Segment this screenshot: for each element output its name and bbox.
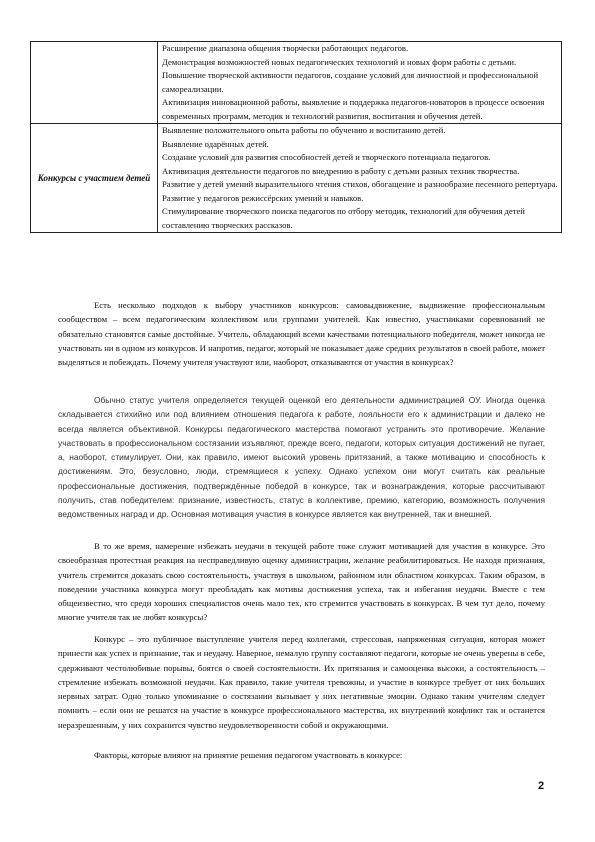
goal-item: Расширение диапазона общения творчески работающих педагогов. [162,43,409,53]
goal-item: Повышение творческой активности педагогов, создание условий для личностной и профессиональной самореализации. [162,70,539,94]
goal-item: Выявление положительного опыта работы по обучению и воспитанию детей. [162,125,446,135]
paragraph-text: Конкурс – это публичное выступление учителя перед коллегами, стрессовая, напряженная ситуация, которая может принести как успех и признание, так и неудачу. Наверное, немалую группу составляют педагоги, которые не очень уверены в себе, сдерживают честолюбивые порывы, боятся о своей состоятельности. Их притязания и самооценка высоки, а состоятельность – стремление избежать возможной неудачи. Как правило, такие учителя тревожны, и участие в конкурсе требует от них больших нервных затрат. Одно только упоминание о состязании вызывает у них негативные эмоции. Однако таким учителям следует помнить – если они не решатся на участие в конкурсе профессионального мастерства, их внутренний конфликт так и останется неразрешенным, у них сохранится чувство неудовлетворенности собой и окружающими. [58,634,545,730]
table-cell-empty [31,42,158,124]
table-cell-goals [158,42,562,124]
goal-item: Активизация деятельности педагогов по внедрению в работу с детьми разных техник творчества. [162,165,520,176]
goals-table [30,41,562,233]
paragraph-text: Есть несколько подходов к выбору участников конкурсов: самовыдвижение, выдвижение профессиональным сообществом – всем педагогическим коллективом или группами учителей. Как известно, участниками соревнований не обязательно становятся самые достойные. Учитель, обладающий всеми качествами потенциального победителя, может никогда не участвовать ни в одном из конкурсов. И напротив, педагог, который не показывает даже средних результатов в своей работе, может выделяться и побеждать. Почему учителя участвуют или, наоборот, отказываются от участия в конкурсах? [58,300,545,368]
goal-item: Развитие у педагогов режиссёрских умений и навыков. [162,192,364,203]
goal-item: Активизация инновационной работы, выявление и поддержка педагогов-новаторов в процессе освоения современных программ, методик и технологий развития, воспитания и обучения детей. [162,97,545,121]
body-paragraph [58,393,545,522]
goal-item: Развитие у детей умений выразительного чтения стихов, обогащение и разнообразие песенного репертуара. [162,179,558,189]
table-row [31,42,562,124]
paragraph-text: Обычно статус учителя определяется текущей оценкой его деятельности администрацией ОУ. Иногда оценка складывается стихийно или под влиянием отношения педагога к работе, лояльности его к администрации и далеко не всегда является объективной. Конкурсы педагогического мастерства помогают устранить это противоречие. Желание участвовать в профессиональном состязании изъявляют, прежде всего, педагоги, которых ситуация достижений не пугает, а, наоборот, стимулирует. Они, как правило, имеют высокий уровень притязаний, а также мотивацию и способность к достижениям. Это, безусловно, люди, стремящиеся к успеху. Однако успехом они могут считать как реальные профессиональные достижения, подтверждённые победой в конкурсе, так и вознаграждения, которые рассчитывают получить, став победителем: признание, известность, статус в коллективе, премию, категорию, возможность получения ведомственных наград и др. Основная мотивация участия в конкурсе является как внутренней, так и внешней. [58,395,545,520]
body-paragraph [58,298,545,369]
goal-item: Демонстрация возможностей новых педагогических технологий и новых форм работы с детьми. [162,56,517,67]
paragraph-text: Факторы, которые влияют на принятие решения педагогом участвовать в конкурсе: [94,750,403,760]
paragraph-text: В то же время, намерение избежать неудачи в текущей работе тоже служит мотивацией для участия в конкурсе. Это своеобразная протестная реакция на несправедливую оценку администрации, желание реабилитироваться. Не находя признания, учитель стремится доказать свою состоятельность, участвуя в школьном, районном или областном конкурсах. Таким образом, в поведении участника конкурса могут преобладать как мотивы достижения успеха, так и избегания неудачи. Вместе с тем общеизвестно, что среди хороших специалистов очень мало тех, кто стремится участвовать в конкурсах. В чем тут дело, почему многие учителя так не любят конкурсы? [58,541,545,623]
body-paragraph [58,748,545,762]
body-paragraph [58,539,545,625]
table-row [31,124,562,233]
body-paragraph [58,632,545,732]
goal-item: Создание условий для развития способностей детей и творческого потенциала педагогов. [162,152,491,162]
page-number: 2 [538,780,545,792]
goal-item: Выявление одарённых детей. [162,138,269,149]
table-row-label: Конкурсы с участием детей [31,124,158,233]
goal-item: Стимулирование творческого поиска педагогов по отбору методик, технологий для обучения детей составлению творческих рассказов. [162,206,525,230]
table-cell-goals [158,124,562,233]
